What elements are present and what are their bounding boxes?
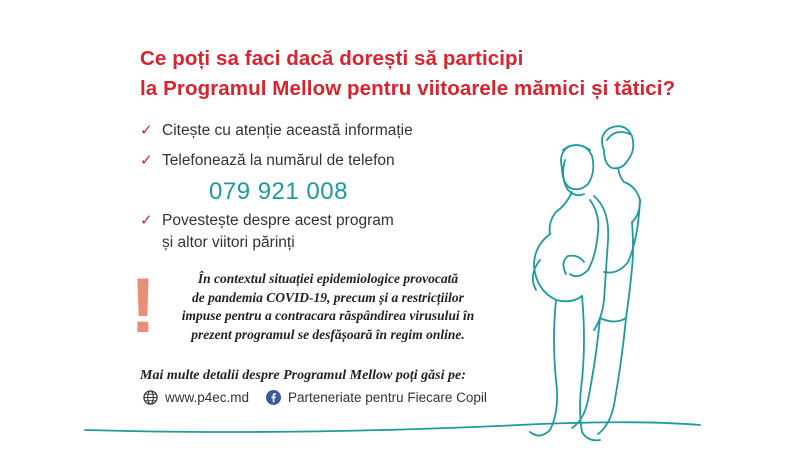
notice-line: de pandemia COVID-19, precum și a restricțiilor	[192, 289, 464, 305]
more-info-text: Mai multe detalii despre Programul Mellow poți găsi pe:	[140, 368, 466, 383]
facebook-link-text: Parteneriate pentru Fiecare Copil	[288, 390, 487, 405]
check-icon: ✓	[140, 122, 153, 139]
step-call-text: Telefonează la numărul de telefon	[162, 152, 395, 169]
check-icon: ✓	[140, 212, 153, 229]
headline-line-1: Ce poți sa faci dacă dorești să participi	[140, 47, 524, 70]
check-icon: ✓	[140, 152, 153, 169]
step-share-text-2: și altor viitori părinți	[162, 234, 295, 251]
notice-line: impuse pentru a contracara răspândirea virusului în	[181, 308, 475, 323]
notice-line: În contextul situației epidemiologice provocată	[197, 271, 459, 286]
notice-line: prezent programul se desfășoară în regim online.	[191, 326, 465, 342]
phone-number[interactable]: 079 921 008	[209, 178, 348, 205]
exclamation-icon: !	[130, 261, 156, 349]
step-share-text: Povestește despre acest program	[162, 212, 394, 229]
woman-head	[561, 145, 593, 189]
website-link-text: www.p4ec.md	[165, 390, 250, 405]
step-read-text: Citește cu atenție această informație	[162, 122, 413, 139]
headline-line-2: la Programul Mellow pentru viitoarele mămici și tătici?	[140, 77, 676, 100]
